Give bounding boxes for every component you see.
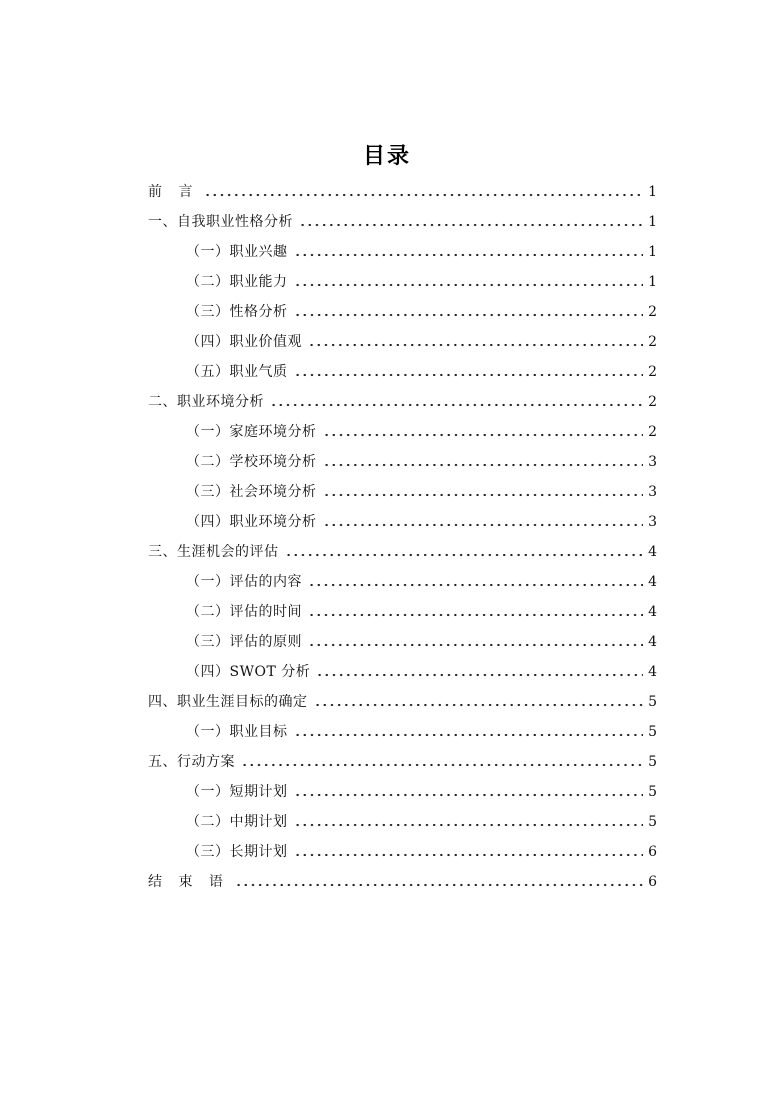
toc-entry[interactable]	[186, 657, 657, 687]
toc-entry[interactable]	[186, 417, 657, 447]
dot-leader	[270, 396, 643, 408]
toc-entry[interactable]	[148, 537, 657, 567]
toc-entry-page-number: 2	[648, 394, 657, 410]
toc-entry-label: （三）评估的原则	[186, 634, 302, 650]
toc-entry-page-number: 4	[648, 634, 657, 650]
toc-entry-page-number: 6	[648, 844, 657, 860]
toc-entry[interactable]	[148, 867, 657, 897]
toc-entry-label: 三、生涯机会的评估	[148, 544, 279, 560]
toc-entry-page-number: 6	[648, 874, 657, 890]
toc-entry-label: （二）职业能力	[186, 274, 288, 290]
dot-leader	[294, 276, 644, 288]
toc-entry-label: （一）评估的内容	[186, 574, 302, 590]
toc-entry[interactable]	[186, 507, 657, 537]
toc-entry[interactable]	[148, 747, 657, 777]
toc-entry-label: （五）职业气质	[186, 364, 288, 380]
toc-entry-page-number: 5	[648, 784, 657, 800]
toc-entry-label: 二、职业环境分析	[148, 394, 264, 410]
toc-entry-page-number: 2	[648, 334, 657, 350]
toc-entry[interactable]	[186, 837, 657, 867]
toc-entry[interactable]	[186, 237, 657, 267]
dot-leader	[323, 456, 644, 468]
toc-entry[interactable]	[186, 447, 657, 477]
toc-entry-page-number: 4	[648, 604, 657, 620]
toc-entry[interactable]	[186, 297, 657, 327]
toc-entry[interactable]	[186, 777, 657, 807]
toc-entry-label: （三）社会环境分析	[186, 484, 317, 500]
toc-entry-label: 四、职业生涯目标的确定	[148, 694, 308, 710]
dot-leader	[241, 756, 643, 768]
toc-entry-page-number: 4	[648, 664, 657, 680]
toc-entry-page-number: 4	[648, 574, 657, 590]
toc-entry-label: 结 束 语	[148, 874, 229, 890]
toc-entry-label: 一、自我职业性格分析	[148, 214, 293, 230]
dot-leader	[204, 186, 643, 198]
toc-entry-page-number: 1	[648, 214, 657, 230]
dot-leader	[323, 516, 644, 528]
toc-entry-label: （二）中期计划	[186, 814, 288, 830]
toc-entry[interactable]	[148, 177, 657, 207]
toc-entry-label: （一）职业目标	[186, 724, 288, 740]
toc-entry[interactable]	[186, 267, 657, 297]
toc-entry-page-number: 2	[648, 304, 657, 320]
toc-entry-label: （三）性格分析	[186, 304, 288, 320]
toc-entry-label: 前 言	[148, 184, 199, 200]
toc-entry-page-number: 5	[648, 754, 657, 770]
toc-entry-page-number: 3	[648, 454, 657, 470]
toc-entry-page-number: 3	[648, 514, 657, 530]
dot-leader	[308, 636, 643, 648]
dot-leader	[314, 696, 644, 708]
toc-entry-label: （一）短期计划	[186, 784, 288, 800]
dot-leader	[299, 216, 643, 228]
toc-entry-label: （一）家庭环境分析	[186, 424, 317, 440]
toc-entry[interactable]	[148, 207, 657, 237]
toc-entry[interactable]	[186, 327, 657, 357]
toc-entry-label: （二）评估的时间	[186, 604, 302, 620]
dot-leader	[308, 336, 643, 348]
dot-leader	[294, 816, 644, 828]
dot-leader	[308, 606, 643, 618]
dot-leader	[308, 576, 643, 588]
dot-leader	[294, 786, 644, 798]
dot-leader	[294, 726, 644, 738]
toc-entry-label: （四）职业环境分析	[186, 514, 317, 530]
toc-entry-label: （三）长期计划	[186, 844, 288, 860]
dot-leader	[235, 876, 643, 888]
toc-entry-label: （四）SWOT 分析	[186, 664, 311, 680]
toc-entry[interactable]	[186, 717, 657, 747]
toc-entry-page-number: 5	[648, 814, 657, 830]
toc-entry-page-number: 3	[648, 484, 657, 500]
toc-entry[interactable]	[186, 567, 657, 597]
toc-entry[interactable]	[186, 597, 657, 627]
toc-entry[interactable]	[186, 627, 657, 657]
dot-leader	[285, 546, 644, 558]
dot-leader	[294, 306, 644, 318]
toc-entry-page-number: 2	[648, 364, 657, 380]
toc-entry-page-number: 5	[648, 694, 657, 710]
toc-entry-label: （四）职业价值观	[186, 334, 302, 350]
toc-entry[interactable]	[186, 807, 657, 837]
toc-entry-label: （一）职业兴趣	[186, 244, 288, 260]
toc-entry[interactable]	[148, 387, 657, 417]
toc-entry[interactable]	[186, 477, 657, 507]
dot-leader	[294, 846, 644, 858]
toc-entry[interactable]	[148, 687, 657, 717]
toc-entry-page-number: 2	[648, 424, 657, 440]
dot-leader	[323, 486, 644, 498]
toc-entry-page-number: 1	[648, 244, 657, 260]
dot-leader	[294, 246, 644, 258]
toc-entry-page-number: 1	[648, 184, 657, 200]
toc-entry-page-number: 5	[648, 724, 657, 740]
dot-leader	[323, 426, 644, 438]
page-title: 目录	[362, 144, 411, 169]
dot-leader	[294, 366, 644, 378]
toc-entry-page-number: 4	[648, 544, 657, 560]
toc-entry-label: （二）学校环境分析	[186, 454, 317, 470]
dot-leader	[316, 666, 643, 678]
toc-entry-page-number: 1	[648, 274, 657, 290]
toc-entry-label: 五、行动方案	[148, 754, 235, 770]
toc-entry[interactable]	[186, 357, 657, 387]
